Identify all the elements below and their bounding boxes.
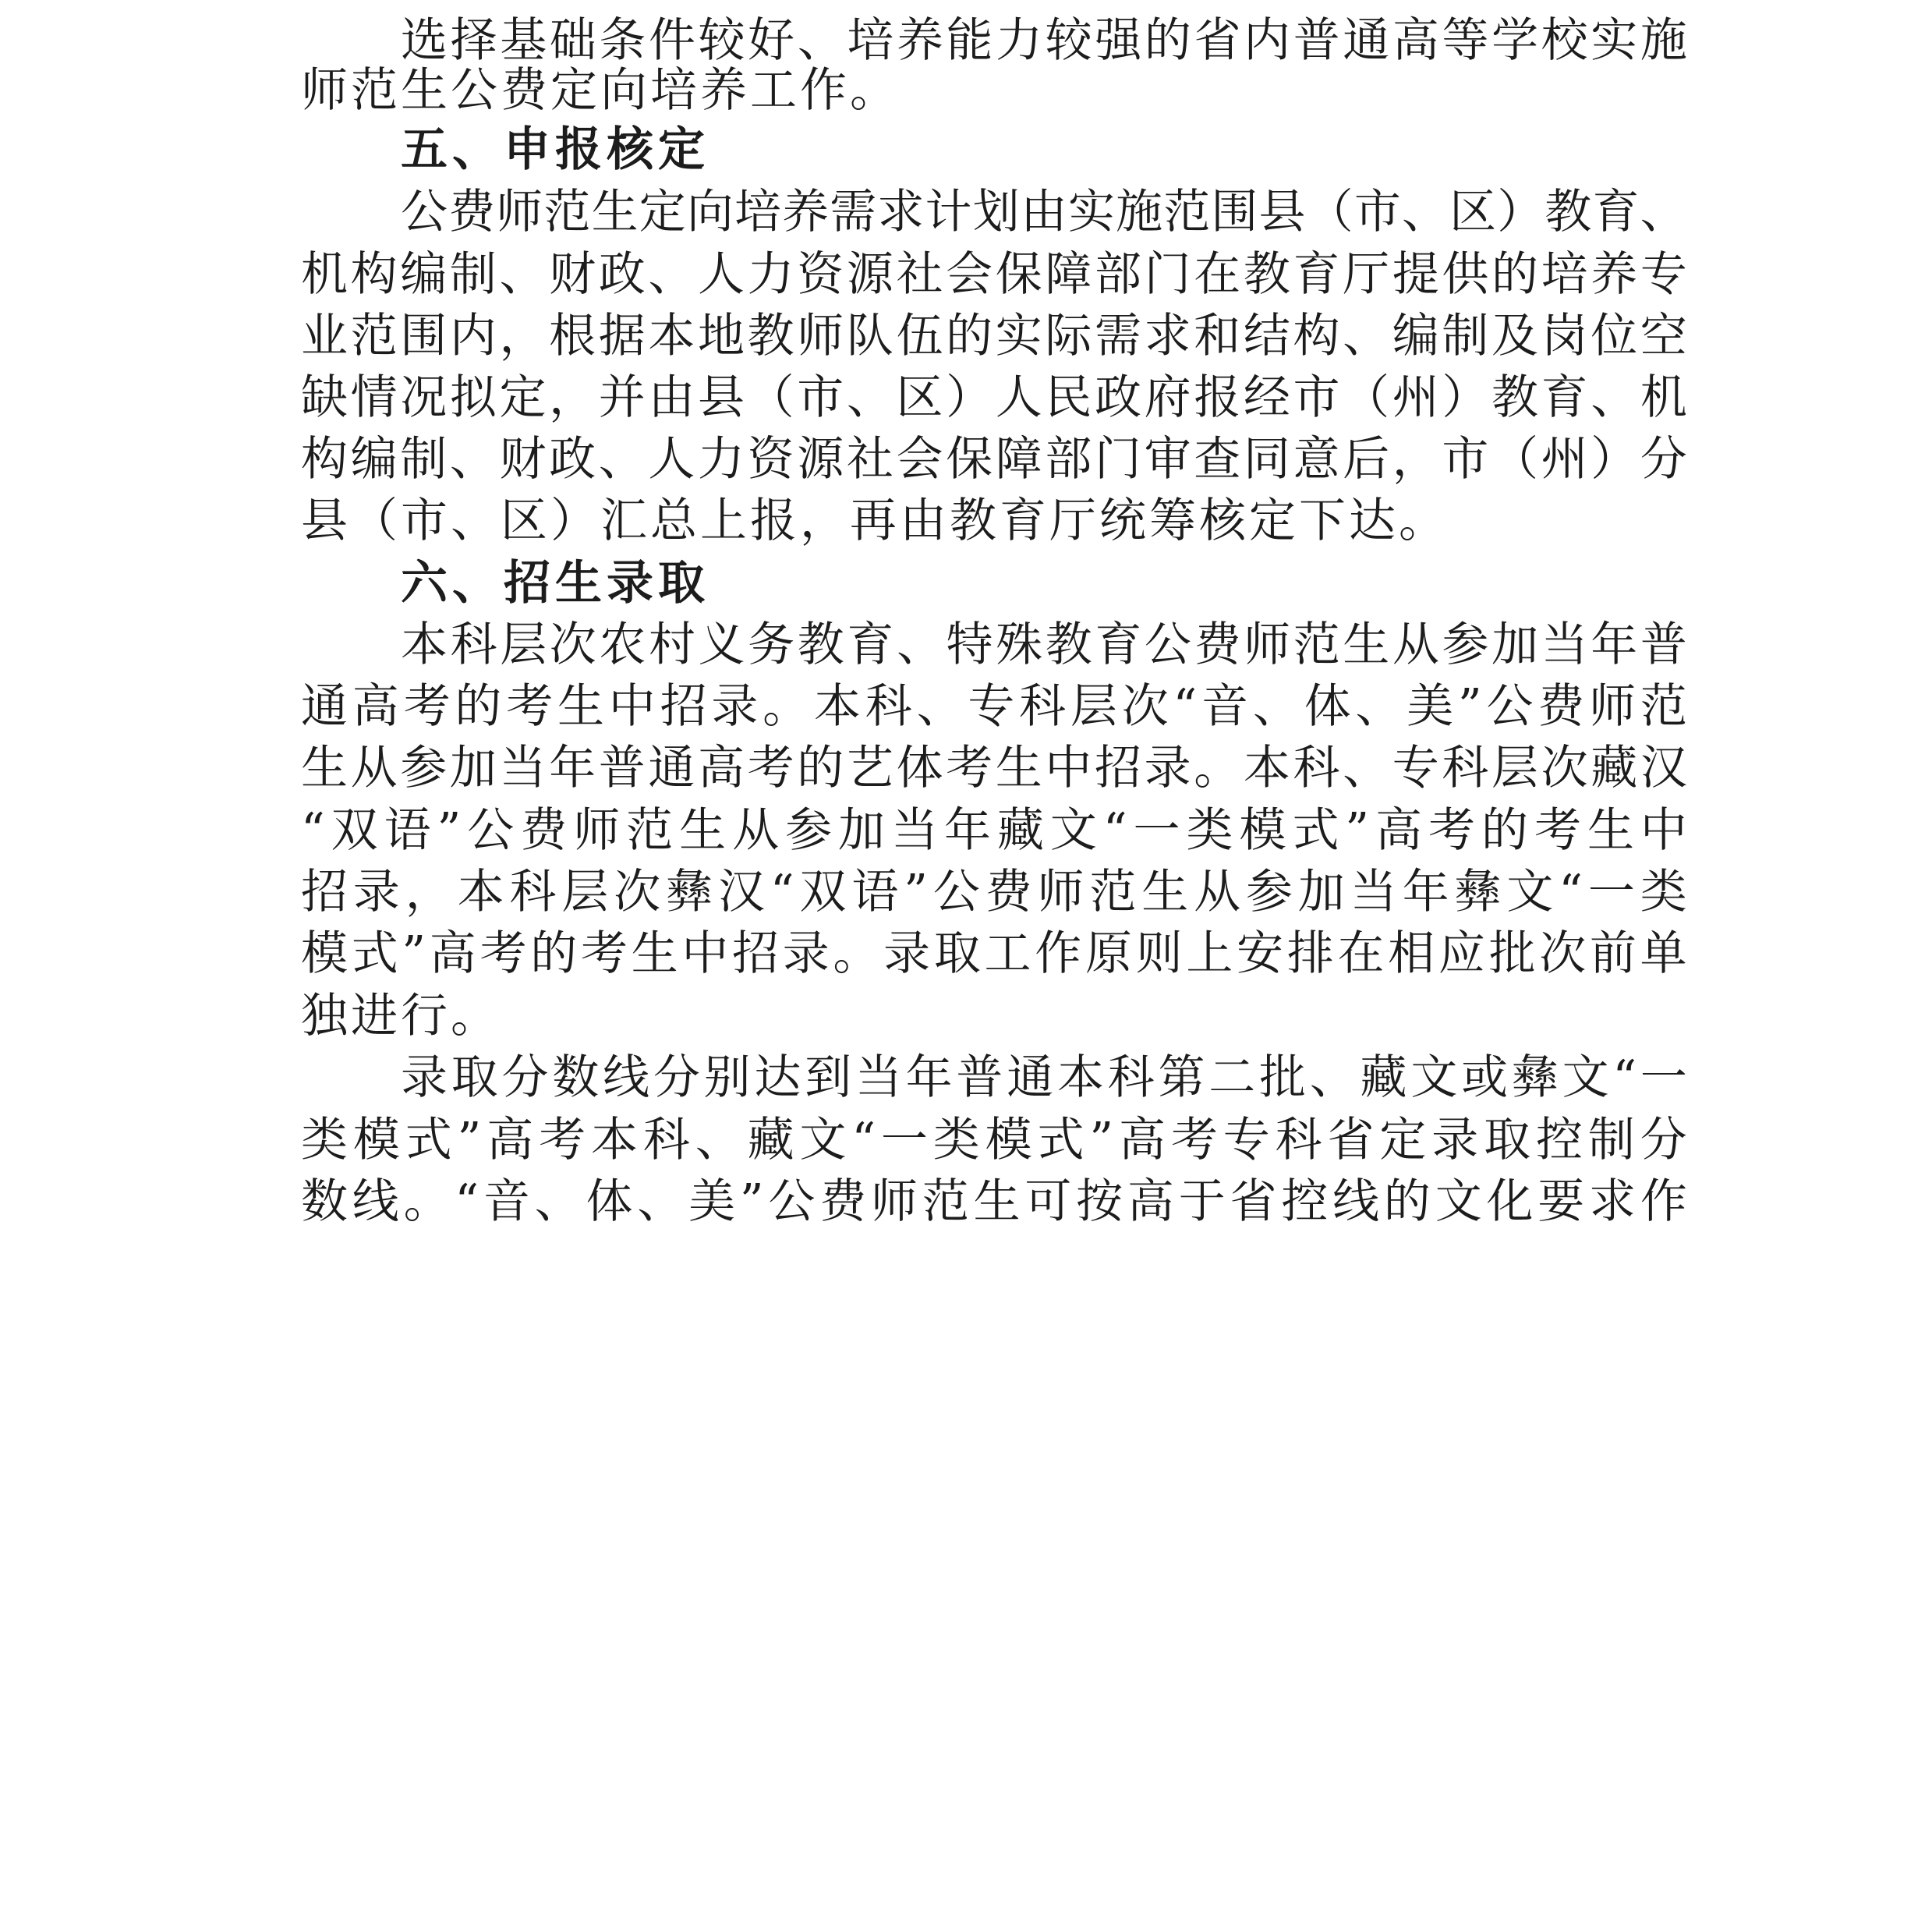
document-page — [301, 0, 1687, 1923]
paragraph-line: 师范生公费定向培养工作。 — [301, 63, 900, 118]
paragraph-line: 业 范 围 内 ， 根 据 本 地 教 师 队 伍 的 实 际 需 求 和 结 构 、 编 制 及 岗 位 空 — [301, 309, 1687, 363]
paragraph-line: 招 录 ， 本 科 层 次 彝 汉 “ 双 语 ” 公 费 师 范 生 从 参 加 当 年 彝 文 “ 一 类 — [301, 865, 1687, 919]
paragraph-line: 构 编 制 、 财 政 、 人 力 资 源 社 会 保 障 部 门 审 查 同 意 后 ， 市 （ 州 ） 分 — [301, 432, 1687, 487]
paragraph-line: 缺 情 况 拟 定 ， 并 由 县 （ 市 、 区 ） 人 民 政 府 报 经 市 （ 州 ） 教 育 、 机 — [301, 370, 1687, 425]
paragraph-line: 模 式 ” 高 考 的 考 生 中 招 录 。 录 取 工 作 原 则 上 安 排 在 相 应 批 次 前 单 — [301, 926, 1687, 981]
paragraph-line: “ 双 语 ” 公 费 师 范 生 从 参 加 当 年 藏 文 “ 一 类 模 式 ” 高 考 的 考 生 中 — [301, 803, 1687, 858]
paragraph-line: 通 高 考 的 考 生 中 招 录 。 本 科 、 专 科 层 次 “ 音 、 体 、 美 ” 公 费 师 范 — [301, 679, 1687, 734]
paragraph-line: 机 构 编 制 、 财 政 、 人 力 资 源 社 会 保 障 部 门 在 教 育 厅 提 供 的 培 养 专 — [301, 247, 1687, 302]
section-heading: 五、申报核定 — [401, 122, 709, 177]
paragraph-line: 县（市、区）汇总上报，再由教育厅统筹核定下达。 — [301, 494, 1449, 548]
paragraph-line: 类 模 式 ” 高 考 本 科 、 藏 文 “ 一 类 模 式 ” 高 考 专 科 省 定 录 取 控 制 分 — [301, 1113, 1687, 1167]
paragraph-line: 本 科 层 次 农 村 义 务 教 育 、 特 殊 教 育 公 费 师 范 生 从 参 加 当 年 普 — [401, 618, 1687, 672]
paragraph-line: 录 取 分 数 线 分 别 达 到 当 年 普 通 本 科 第 二 批 、 藏 文 或 彝 文 “ 一 — [401, 1050, 1687, 1105]
paragraph-line: 选 择 基 础 条 件 较 好 、 培 养 能 力 较 强 的 省 内 普 通 高 等 学 校 实 施 — [401, 13, 1687, 68]
paragraph-line: 独进行。 — [301, 989, 501, 1043]
section-heading: 六、招生录取 — [401, 556, 709, 611]
paragraph-line: 生 从 参 加 当 年 普 通 高 考 的 艺 体 考 生 中 招 录 。 本 科 、 专 科 层 次 藏 汉 — [301, 741, 1687, 795]
paragraph-line: 公 费 师 范 生 定 向 培 养 需 求 计 划 由 实 施 范 围 县 （ 市 、 区 ） 教 育 、 — [401, 185, 1687, 239]
paragraph-line: 数 线 。 “ 音 、 体 、 美 ” 公 费 师 范 生 可 按 高 于 省 控 线 的 文 化 要 求 作 — [301, 1174, 1687, 1229]
